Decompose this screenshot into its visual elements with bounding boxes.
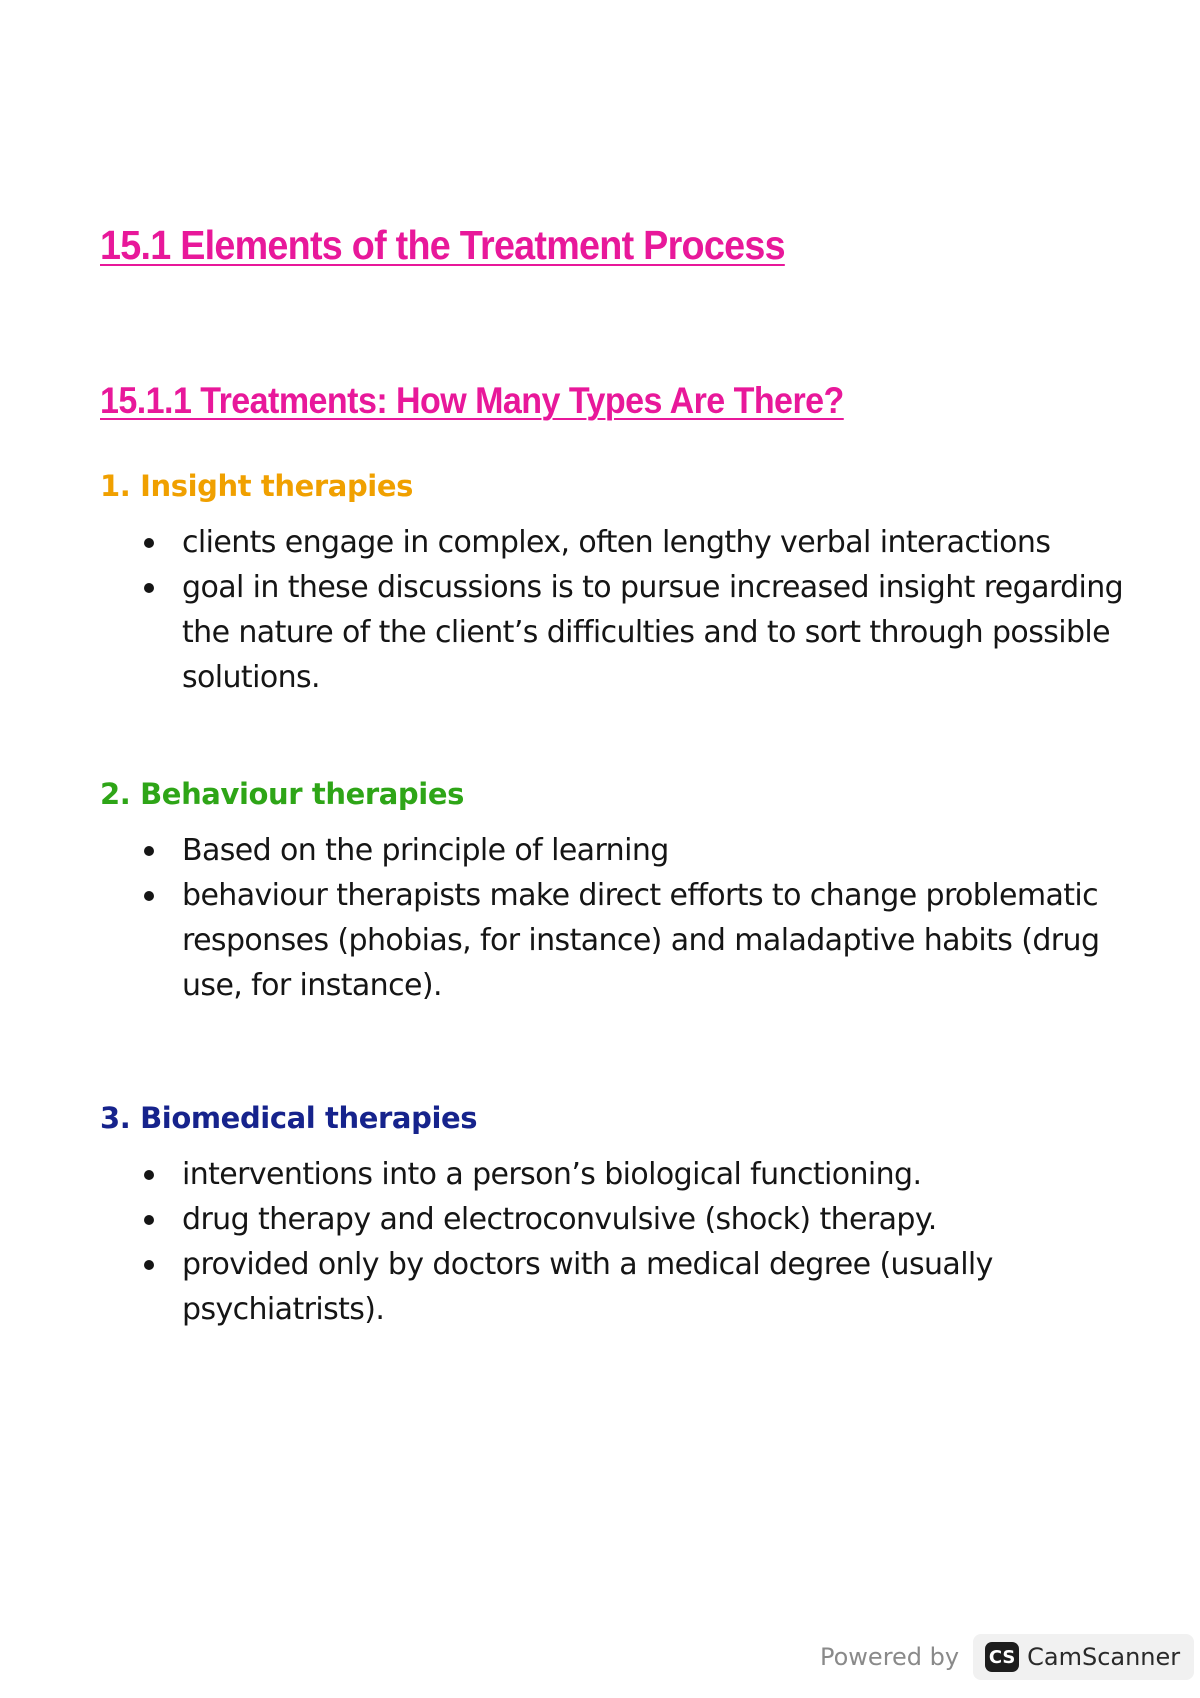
- camscanner-badge: [973, 1634, 1194, 1680]
- bullet-list: [100, 520, 1140, 700]
- bullet-icon: [144, 846, 154, 856]
- list-item-text: provided only by doctors with a medical degree (usually psychiatrists).: [182, 1247, 993, 1327]
- list-item-text: interventions into a person’s biological functioning.: [182, 1157, 922, 1192]
- list-item: [100, 565, 1140, 700]
- section-heading: 1. Insight therapies: [100, 469, 413, 503]
- bullet-list: [100, 1152, 1140, 1332]
- section-insight-therapies: [100, 466, 1140, 700]
- bullet-icon: [144, 583, 154, 593]
- camscanner-brand: CamScanner: [1027, 1643, 1181, 1671]
- section-heading: 2. Behaviour therapies: [100, 777, 464, 811]
- powered-by-label: Powered by: [820, 1643, 960, 1671]
- bullet-icon: [144, 1215, 154, 1225]
- list-item-text: clients engage in complex, often lengthy verbal interactions: [182, 525, 1051, 560]
- section-heading: 3. Biomedical therapies: [100, 1101, 478, 1135]
- list-item-text: Based on the principle of learning: [182, 833, 669, 868]
- page-title: 15.1 Elements of the Treatment Process: [100, 222, 785, 268]
- section-biomedical-therapies: [100, 1098, 1140, 1332]
- list-item: [100, 1197, 1140, 1242]
- list-item: [100, 873, 1140, 1008]
- list-item-text: behaviour therapists make direct efforts to change problematic responses (phobias, for instance) and maladaptive habits (drug use, for instance).: [182, 878, 1100, 1003]
- bullet-icon: [144, 891, 154, 901]
- bullet-list: [100, 828, 1140, 1008]
- bullet-icon: [144, 1170, 154, 1180]
- list-item-text: drug therapy and electroconvulsive (shock) therapy.: [182, 1202, 937, 1237]
- page-subtitle: 15.1.1 Treatments: How Many Types Are There?: [100, 380, 844, 421]
- list-item: [100, 1242, 1140, 1332]
- bullet-icon: [144, 1260, 154, 1270]
- camscanner-logo-icon: CS: [985, 1642, 1019, 1672]
- list-item: [100, 828, 1140, 873]
- camscanner-watermark: [820, 1634, 1194, 1680]
- bullet-icon: [144, 538, 154, 548]
- list-item: [100, 1152, 1140, 1197]
- section-behaviour-therapies: [100, 774, 1140, 1008]
- list-item: [100, 520, 1140, 565]
- list-item-text: goal in these discussions is to pursue increased insight regarding the nature of the client’s difficulties and to sort through possible solutions.: [182, 570, 1124, 695]
